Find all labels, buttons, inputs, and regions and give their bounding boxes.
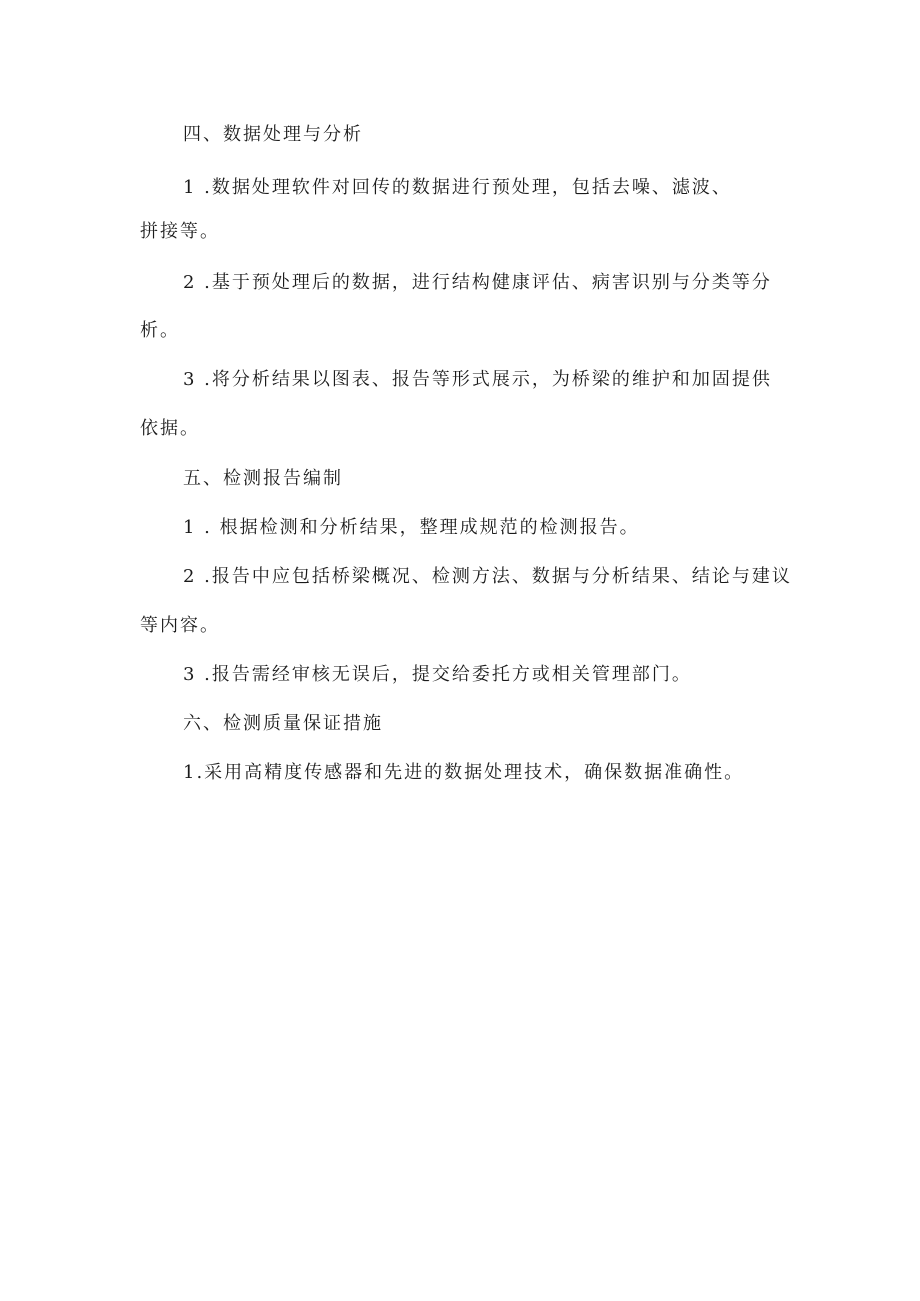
list-item-line: 2 .基于预处理后的数据，进行结构健康评估、病害识别与分类等分 (183, 272, 772, 293)
list-item-line: 1 .数据处理软件对回传的数据进行预处理，包括去噪、滤波、 (183, 177, 732, 198)
list-item-line: 3 .将分析结果以图表、报告等形式展示，为桥梁的维护和加固提供 (183, 369, 772, 390)
list-item-line: 1 . 根据检测和分析结果，整理成规范的检测报告。 (183, 517, 640, 538)
list-item-line: 1.采用高精度传感器和先进的数据处理技术，确保数据准确性。 (183, 762, 745, 783)
section-heading-4: 四、数据处理与分析 (183, 124, 363, 145)
list-item-continuation: 依据。 (140, 418, 200, 439)
section-heading-5: 五、检测报告编制 (183, 468, 343, 489)
list-item-continuation: 拼接等。 (140, 221, 220, 242)
list-item-continuation: 等内容。 (140, 615, 220, 636)
section-heading-6: 六、检测质量保证措施 (183, 713, 383, 734)
list-item-line: 3 .报告需经审核无误后，提交给委托方或相关管理部门。 (183, 664, 692, 685)
list-item-continuation: 析。 (140, 320, 180, 341)
list-item-line: 2 .报告中应包括桥梁概况、检测方法、数据与分析结果、结论与建议 (183, 566, 792, 587)
